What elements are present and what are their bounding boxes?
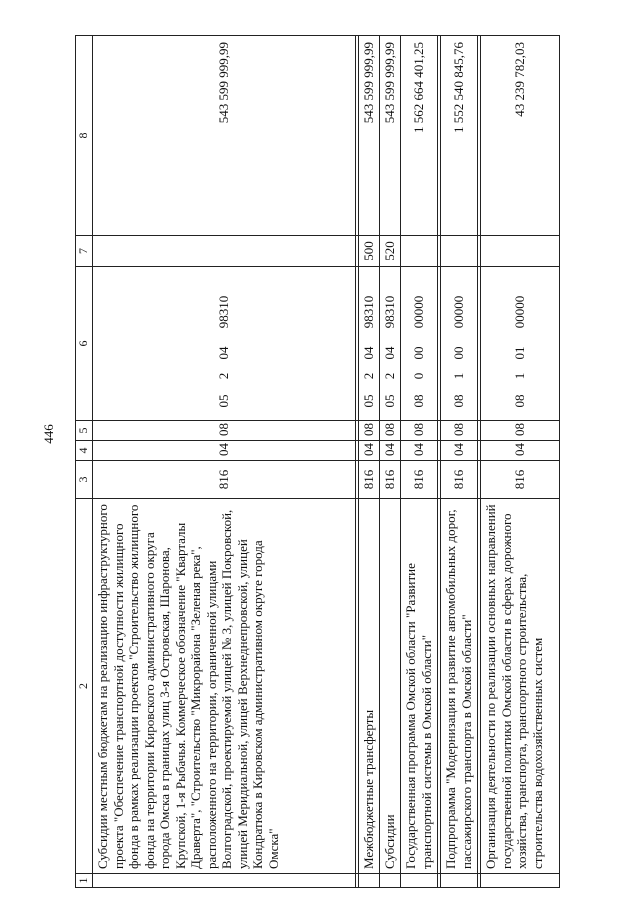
target-article-cell bbox=[359, 267, 380, 421]
target-article-cell bbox=[401, 267, 438, 421]
event-code: 04 bbox=[382, 346, 398, 360]
header-col-3: 3 bbox=[76, 461, 93, 499]
section-cell: 04 bbox=[359, 441, 380, 461]
subprogram-code: 0 bbox=[411, 372, 427, 380]
row-number-cell bbox=[441, 874, 478, 888]
program-code: 08 bbox=[451, 394, 467, 408]
admin-code-cell: 816 bbox=[380, 461, 401, 499]
direction-code: 98310 bbox=[382, 295, 398, 329]
row-number-cell bbox=[401, 874, 438, 888]
header-col-6: 6 bbox=[76, 267, 93, 421]
direction-code: 98310 bbox=[216, 295, 232, 329]
expense-type-cell: 500 bbox=[359, 236, 380, 267]
header-col-4: 4 bbox=[76, 441, 93, 461]
admin-code-cell: 816 bbox=[441, 461, 478, 499]
page-number: 446 bbox=[41, 424, 56, 444]
subsection-cell: 08 bbox=[93, 421, 356, 441]
direction-code: 00000 bbox=[512, 295, 528, 329]
event-code: 01 bbox=[512, 346, 528, 360]
amount-cell: 543 599 999,99 bbox=[93, 36, 356, 236]
event-code: 00 bbox=[451, 346, 467, 360]
event-code: 00 bbox=[411, 346, 427, 360]
section-cell: 04 bbox=[481, 441, 560, 461]
direction-code: 00000 bbox=[411, 295, 427, 329]
target-article-cell bbox=[380, 267, 401, 421]
table-row bbox=[441, 36, 478, 888]
program-code: 05 bbox=[216, 394, 232, 408]
row-number-cell bbox=[359, 874, 380, 888]
expense-type-cell bbox=[401, 236, 438, 267]
budget-table-page bbox=[75, 36, 560, 888]
header-col-5: 5 bbox=[76, 421, 93, 441]
expense-type-cell bbox=[441, 236, 478, 267]
amount-cell: 1 562 664 401,25 bbox=[401, 36, 438, 236]
subsection-cell: 08 bbox=[359, 421, 380, 441]
table-row bbox=[359, 36, 380, 888]
program-code: 05 bbox=[382, 394, 398, 408]
description-cell: Межбюджетные трансферты bbox=[359, 499, 380, 874]
description-cell: Государственная программа Омской области "Развитие транспортной системы в Омской области" bbox=[401, 499, 438, 874]
admin-code-cell: 816 bbox=[401, 461, 438, 499]
subprogram-code: 1 bbox=[451, 372, 467, 380]
expense-type-cell bbox=[93, 236, 356, 267]
section-cell: 04 bbox=[93, 441, 356, 461]
header-col-1: 1 bbox=[76, 874, 93, 888]
admin-code-cell: 816 bbox=[93, 461, 356, 499]
program-code: 08 bbox=[512, 394, 528, 408]
program-code: 05 bbox=[361, 394, 377, 408]
target-article-cell bbox=[93, 267, 356, 421]
event-code: 04 bbox=[361, 346, 377, 360]
budget-table bbox=[75, 35, 560, 888]
section-cell: 04 bbox=[441, 441, 478, 461]
target-article-cell bbox=[481, 267, 560, 421]
subsection-cell: 08 bbox=[441, 421, 478, 441]
amount-cell: 1 552 540 845,76 bbox=[441, 36, 478, 236]
subsection-cell: 08 bbox=[380, 421, 401, 441]
subprogram-code: 2 bbox=[361, 372, 377, 380]
amount-cell: 543 599 999,99 bbox=[380, 36, 401, 236]
subprogram-code: 2 bbox=[216, 372, 232, 380]
description-cell: Организация деятельности по реализации основных направлений государственной политики Омской области в сферах дорожного хозяйства, транспорта, транспортного строительства, строительства водохозяйственных систем bbox=[481, 499, 560, 874]
table-row bbox=[481, 36, 560, 888]
section-cell: 04 bbox=[401, 441, 438, 461]
table-row bbox=[401, 36, 438, 888]
table-row bbox=[380, 36, 401, 888]
row-number-cell bbox=[93, 874, 356, 888]
subsection-cell: 08 bbox=[401, 421, 438, 441]
subprogram-code: 1 bbox=[512, 372, 528, 380]
header-row bbox=[76, 36, 93, 888]
target-article-cell bbox=[441, 267, 478, 421]
expense-type-cell: 520 bbox=[380, 236, 401, 267]
amount-cell: 543 599 999,99 bbox=[359, 36, 380, 236]
header-col-7: 7 bbox=[76, 236, 93, 267]
section-cell: 04 bbox=[380, 441, 401, 461]
event-code: 04 bbox=[216, 346, 232, 360]
program-code: 08 bbox=[411, 394, 427, 408]
direction-code: 00000 bbox=[451, 295, 467, 329]
row-number-cell bbox=[481, 874, 560, 888]
subsection-cell: 08 bbox=[481, 421, 560, 441]
description-cell: Субсидии bbox=[380, 499, 401, 874]
row-number-cell bbox=[380, 874, 401, 888]
subprogram-code: 2 bbox=[382, 372, 398, 380]
header-col-2: 2 bbox=[76, 499, 93, 874]
direction-code: 98310 bbox=[361, 295, 377, 329]
amount-cell: 43 239 782,03 bbox=[481, 36, 560, 236]
expense-type-cell bbox=[481, 236, 560, 267]
admin-code-cell: 816 bbox=[359, 461, 380, 499]
admin-code-cell: 816 bbox=[481, 461, 560, 499]
header-col-8: 8 bbox=[76, 36, 93, 236]
description-cell: Подпрограмма "Модернизация и развитие автомобильных дорог, пассажирского транспорта в Омской области" bbox=[441, 499, 478, 874]
description-cell: Субсидии местным бюджетам на реализацию инфраструктурного проекта "Обеспечение транспортной доступности жилищного фонда в рамках реализации проектов "Строительство жилищного фонда на территории Кировского административного округа города Омска в границах улиц 3-я Островская, Шаронова, Крупской, 1-я Рыбачья. Коммерческое обозначение "Кварталы Драверта", "Строительство "Микрорайона "Зеленая река", расположенного на территории, ограниченной улицами Волгоградской, проектируемой улицей № 3, улицей Покровской, улицей Меридиальной, улицей Верхнеднепровской, улицей Кондратюка в Кировском административном округе города Омска" bbox=[93, 499, 356, 874]
table-row bbox=[93, 36, 356, 888]
